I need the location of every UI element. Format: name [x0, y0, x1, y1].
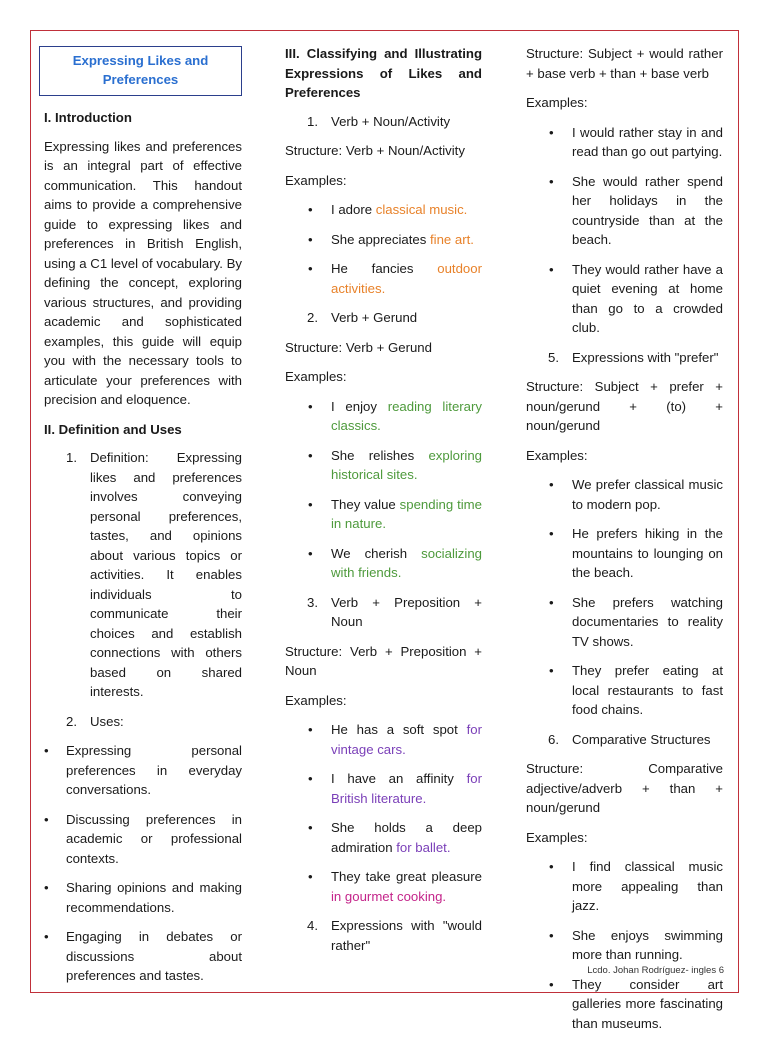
examples-label: Examples: — [285, 172, 347, 188]
section-4-structure: Structure: Subject + would rather + base verb + than + base verb — [526, 46, 723, 81]
column-2 — [285, 44, 482, 965]
section-3-structure: Structure: Verb + Preposition + Noun — [285, 643, 482, 678]
section-1-title: 1. Verb + Noun/Activity — [307, 113, 451, 129]
list-item: • He has a soft spot for vintage cars. — [285, 720, 482, 759]
column-3 — [526, 44, 723, 1043]
section-6-examples — [526, 857, 723, 1033]
definition-list — [44, 448, 242, 731]
section-2-title: 2. Verb + Gerund — [307, 310, 418, 325]
examples-label: Examples: — [526, 447, 588, 463]
section-4-examples — [526, 123, 723, 338]
list-item: • I have an affinity for British literature. — [285, 769, 482, 808]
examples-label: Examples: — [285, 369, 347, 384]
section-1-structure: Structure: Verb + Noun/Activity — [285, 143, 465, 158]
section-6-title: 6. Comparative Structures — [548, 731, 711, 747]
section-5-structure: Structure: Subject + prefer + noun/gerund + (to) + noun/gerund — [526, 379, 723, 433]
column-1 — [44, 44, 242, 996]
list-item: • Discussing preferences in academic or professional contexts. — [44, 810, 242, 869]
list-item: • They prefer eating at local restaurants to fast food chains. — [526, 661, 723, 720]
section-6-structure: Structure: Comparative adjective/adverb + than + noun/gerund — [526, 761, 723, 815]
list-item: • Expressing personal preferences in everyday conversations. — [44, 741, 242, 800]
list-item: • We prefer classical music to modern pop. — [526, 475, 723, 514]
list-item: • He prefers hiking in the mountains to lounging on the beach. — [526, 524, 723, 583]
definition-item: 1. Definition: Expressing likes and preferences involves conveying personal preferences, tastes, and opinions about various topics or activities. It enables individuals to communicate their choices and establish connections with others based on shared interests. — [66, 450, 242, 699]
list-item: • She enjoys swimming more than running. — [526, 926, 723, 965]
classifying-heading: III. Classifying and Illustrating Expressions of Likes and Preferences — [285, 46, 482, 100]
section-3-title: 3. Verb + Preposition + Noun — [307, 594, 482, 629]
footer-author: Lcdo. Johan Rodríguez- ingles 6 — [587, 965, 724, 976]
examples-label: Examples: — [526, 829, 588, 845]
uses-list — [44, 741, 242, 986]
list-item: • She prefers watching documentaries to reality TV shows. — [526, 593, 723, 652]
list-item: • I adore classical music. — [285, 200, 482, 220]
examples-label: Examples: — [285, 692, 347, 708]
section-2-structure: Structure: Verb + Gerund — [285, 339, 432, 355]
section-5-examples — [526, 475, 723, 720]
list-item: • They take great pleasure in gourmet cooking. — [285, 867, 482, 906]
list-item: • She relishes exploring historical sites. — [285, 446, 482, 485]
intro-heading: I. Introduction — [44, 110, 132, 125]
list-item: • She appreciates fine art. — [285, 230, 482, 250]
uses-item: 2. Uses: — [66, 713, 124, 729]
list-item: • They value spending time in nature. — [285, 495, 482, 534]
definition-heading: II. Definition and Uses — [44, 421, 182, 437]
section-1-examples — [285, 200, 482, 298]
section-5-title: 5. Expressions with "prefer" — [548, 349, 719, 365]
list-item: • Sharing opinions and making recommendations. — [44, 878, 242, 917]
list-item: • Engaging in debates or discussions about preferences and tastes. — [44, 927, 242, 986]
list-item: • We cherish socializing with friends. — [285, 544, 482, 583]
list-item: • They consider art galleries more fascinating than museums. — [526, 975, 723, 1034]
document-title: Expressing Likes and Preferences — [39, 46, 242, 96]
section-3-examples — [285, 720, 482, 906]
examples-label: Examples: — [526, 95, 588, 110]
section-4-title: 4. Expressions with "would rather" — [307, 918, 482, 953]
intro-paragraph: Expressing likes and preferences is an integral part of effective communication. This handout aims to provide a comprehensive guide to expressing likes and preferences in British English, using a C1 level of vocabulary. By defining the concept, exploring various structures, and providing academic and sophisticated examples, this guide will equip you with the necessary tools to articulate your preferences with precision and eloquence. — [44, 138, 242, 407]
list-item: • She would rather spend her holidays in the countryside than at the beach. — [526, 172, 723, 250]
list-item: • She holds a deep admiration for ballet. — [285, 818, 482, 857]
section-2-examples — [285, 397, 482, 583]
list-item: • I enjoy reading literary classics. — [285, 397, 482, 436]
list-item: • I would rather stay in and read than go out partying. — [526, 123, 723, 162]
list-item: • He fancies outdoor activities. — [285, 259, 482, 298]
list-item: • They would rather have a quiet evening at home than go to a crowded club. — [526, 260, 723, 338]
list-item: • I find classical music more appealing than jazz. — [526, 857, 723, 916]
